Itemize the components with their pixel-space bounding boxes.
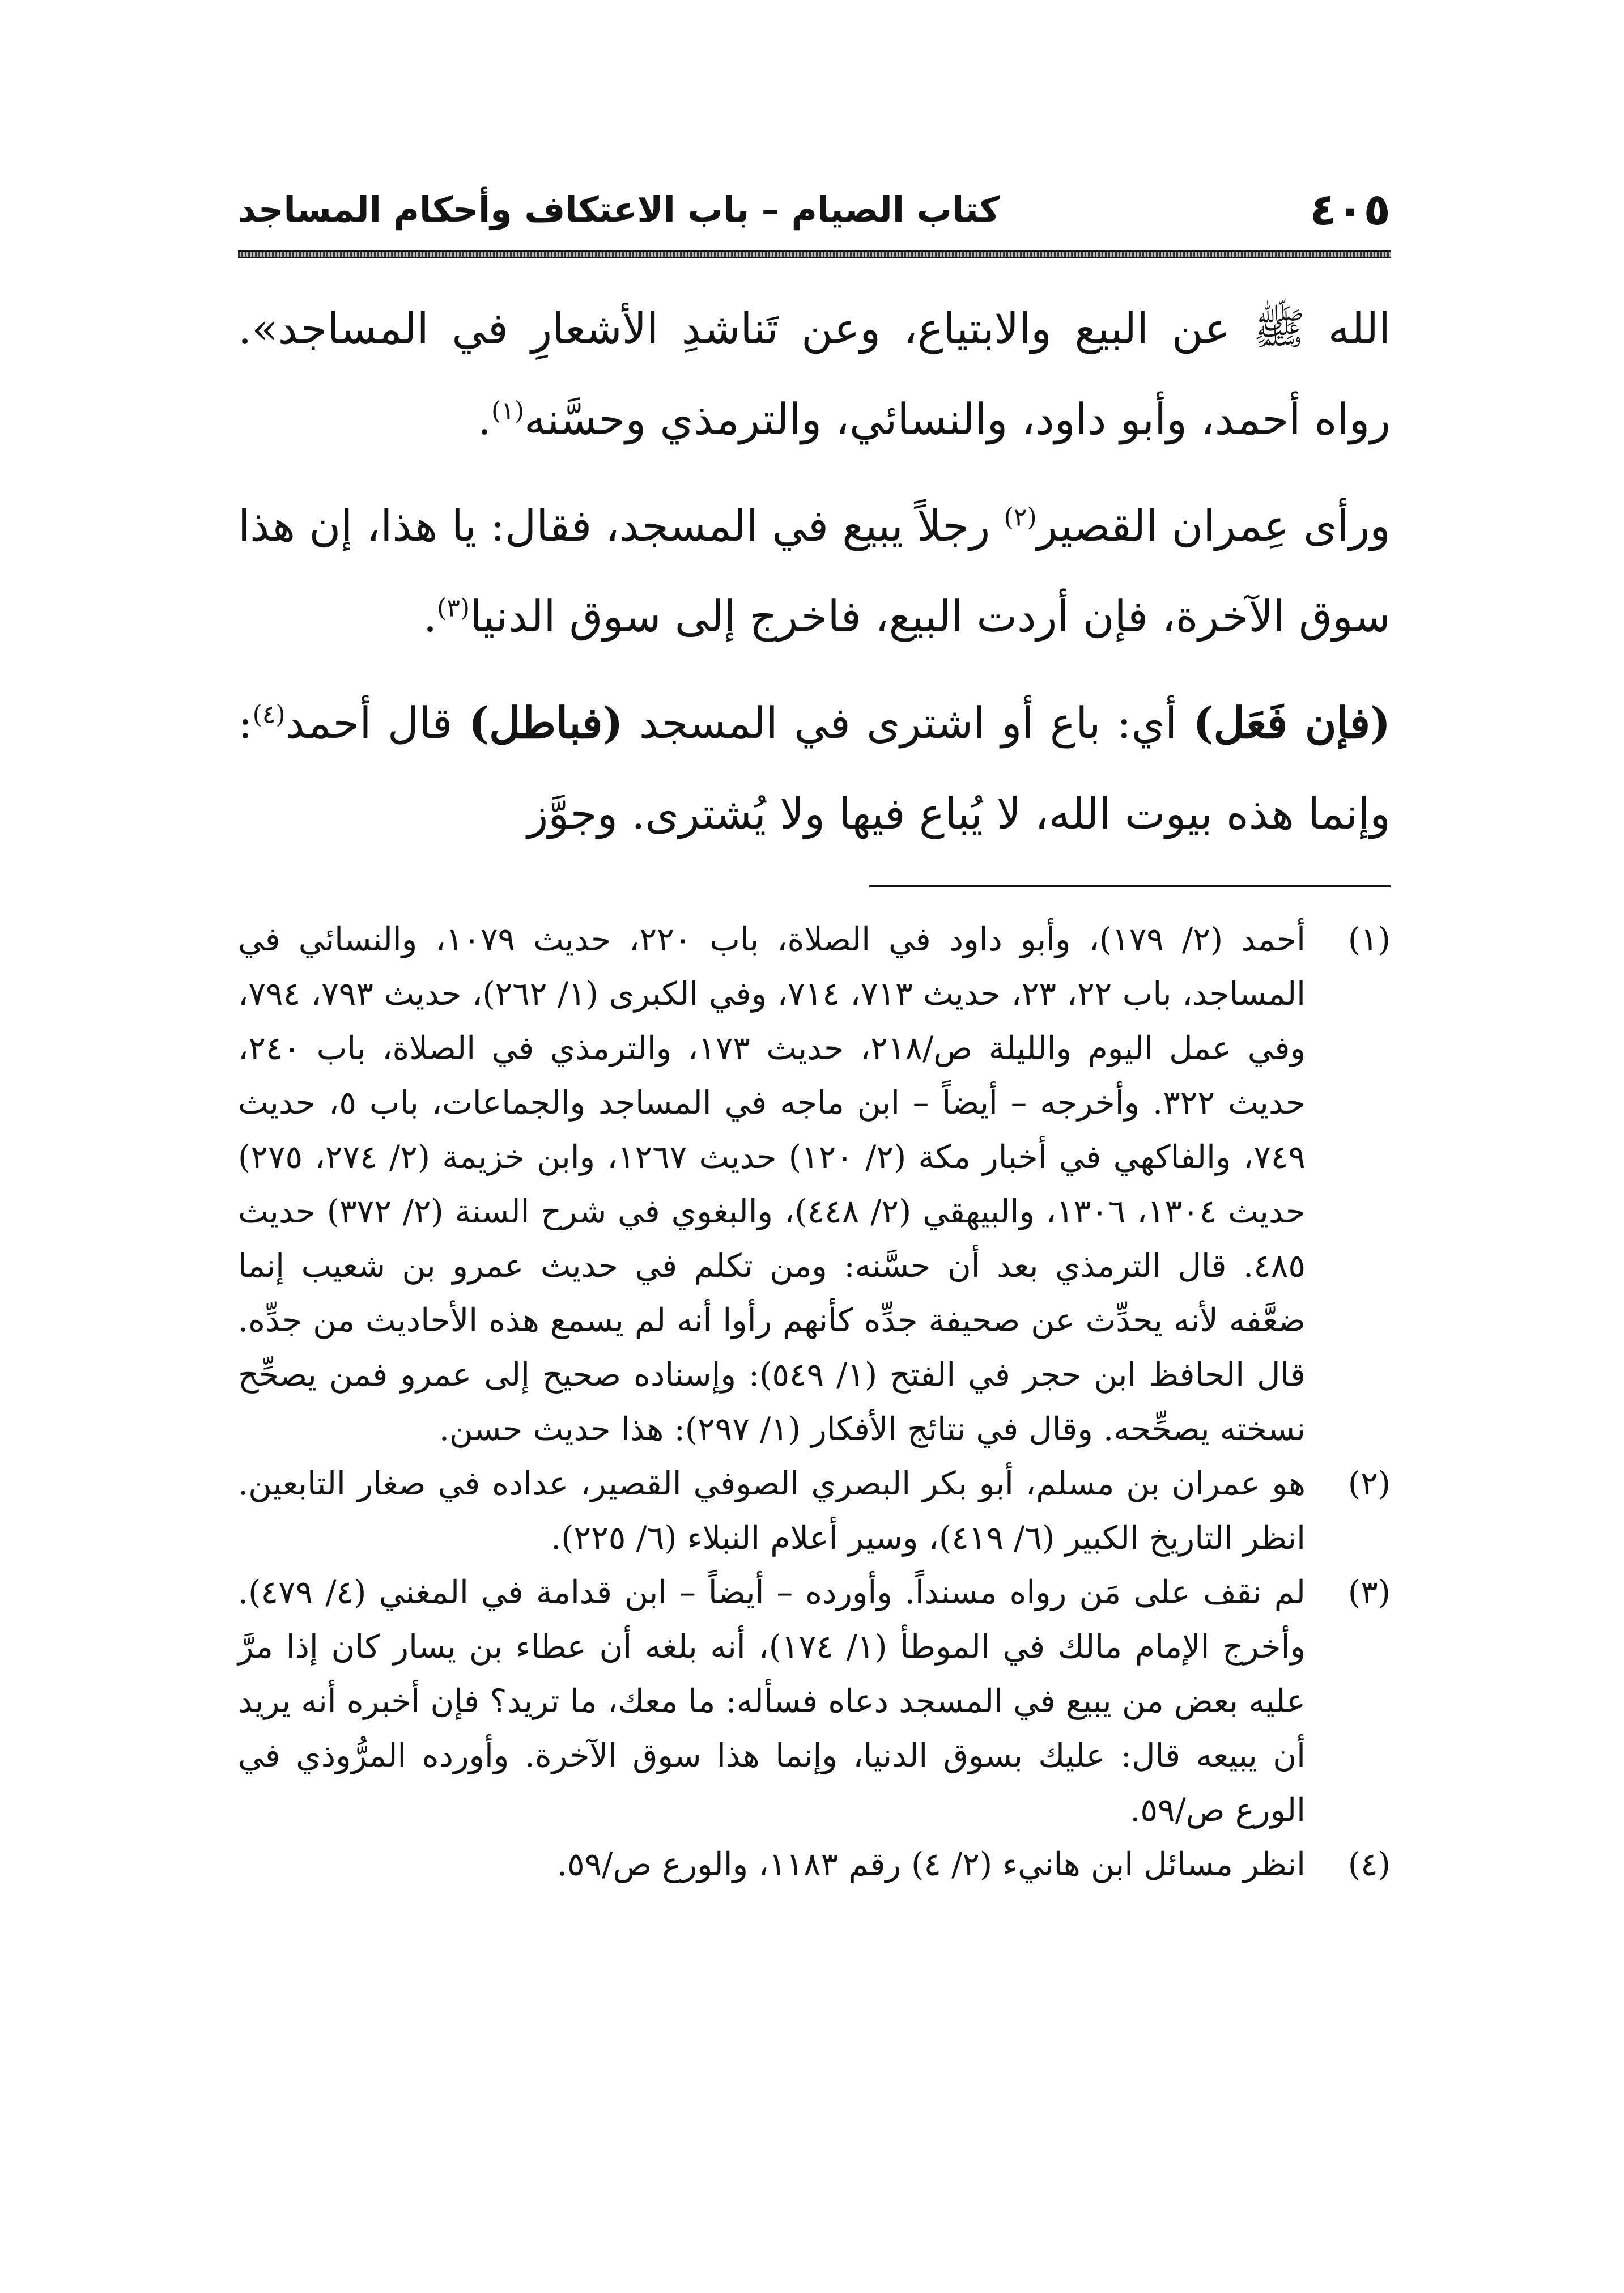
footnote-item bbox=[238, 1565, 1391, 1837]
matn-phrase-2: (فباطل) bbox=[469, 698, 623, 748]
paragraph-1-text: الله ﷺ عن البيع والابتياع، وعن تَناشدِ الأشعارِ في المساجد». رواه أحمد، وأبو داود، والنسائي، والترمذي وحسَّنه bbox=[238, 303, 1391, 444]
footnote-item bbox=[238, 912, 1391, 1457]
paragraph-1 bbox=[238, 283, 1391, 465]
paragraph-3-text-b: قال أحمد bbox=[285, 698, 469, 748]
paragraph-1-end: . bbox=[477, 394, 492, 444]
main-text bbox=[238, 283, 1391, 875]
footnote-item bbox=[238, 1837, 1391, 1892]
footnote-number: (١) bbox=[1347, 921, 1391, 958]
footnote-text: أحمد (٢/ ١٧٩)، وأبو داود في الصلاة، باب ٢٢٠، حديث ١٠٧٩، والنسائي في المساجد، باب ٢٢، ٢٣، حديث ٧١٣، ٧١٤، وفي الكبرى (١/ ٢٦٢)، حديث ٧٩٣، ٧٩٤، وفي عمل اليوم والليلة ص/٢١٨، حديث ١٧٣، والترمذي في الصلاة، باب ٢٤٠، حديث ٣٢٢. وأخرجه – أيضاً – ابن ماجه في المساجد والجماعات، باب ٥، حديث ٧٤٩، والفاكهي في أخبار مكة (٢/ ١٢٠) حديث ١٢٦٧، وابن خزيمة (٢/ ٢٧٤، ٢٧٥) حديث ١٣٠٤، ١٣٠٦، والبيهقي (٢/ ٤٤٨)، والبغوي في شرح السنة (٢/ ٣٧٢) حديث ٤٨٥. قال الترمذي بعد أن حسَّنه: ومن تكلم في حديث عمرو بن شعيب إنما ضعَّفه لأنه يحدِّث عن صحيفة جدِّه كأنهم رأوا أنه لم يسمع هذه الأحاديث من جدِّه. قال الحافظ ابن حجر في الفتح (١/ ٥٤٩): وإسناده صحيح إلى عمرو فمن يصحِّح نسخته يصحِّحه. وقال في نتائج الأفكار (١/ ٢٩٧): هذا حديث حسن. bbox=[238, 921, 1306, 1448]
paragraph-2-end: . bbox=[423, 591, 437, 642]
footnotes-list bbox=[238, 912, 1391, 1892]
footnote-ref-1: (١) bbox=[491, 396, 525, 426]
footnote-number: (٤) bbox=[1347, 1846, 1391, 1883]
footnote-text: هو عمران بن مسلم، أبو بكر البصري الصوفي القصير، عداده في صغار التابعين. انظر التاريخ الكبير (٦/ ٤١٩)، وسير أعلام النبلاء (٦/ ٢٢٥). bbox=[238, 1465, 1306, 1557]
footnote-ref-2: (٢) bbox=[1004, 503, 1037, 532]
footnote-separator bbox=[869, 885, 1391, 887]
footnote-ref-3: (٣) bbox=[437, 593, 470, 623]
footnote-ref-4: (٤) bbox=[252, 700, 286, 729]
footnote-number: (٢) bbox=[1347, 1465, 1391, 1502]
footnote-number: (٣) bbox=[1347, 1574, 1391, 1611]
paragraph-3 bbox=[238, 678, 1391, 859]
paragraph-2-text-b: رجلاً يبيع في المسجد، فقال: يا هذا، إن هذا سوق الآخرة، فإن أردت البيع، فاخرج إلى سوق الدنيا bbox=[238, 500, 1391, 642]
page-number: ٤٠٥ bbox=[1310, 184, 1391, 235]
paragraph-3-text-c: : وإنما هذه بيوت الله، لا يُباع فيها ولا يُشترى. وجوَّز bbox=[238, 698, 1391, 839]
footnote-item bbox=[238, 1457, 1391, 1565]
paragraph-3-text-a: أي: باع أو اشترى في المسجد bbox=[623, 698, 1193, 748]
matn-phrase-1: (فإن فَعَل) bbox=[1193, 698, 1391, 748]
paragraph-2 bbox=[238, 481, 1391, 662]
paragraph-2-text-a: ورأى عِمران القصير bbox=[1036, 500, 1391, 551]
page-header bbox=[238, 181, 1391, 238]
header-divider bbox=[238, 250, 1391, 258]
footnote-text: انظر مسائل ابن هانيء (٢/ ٤) رقم ١١٨٣، والورع ص/٥٩. bbox=[556, 1846, 1306, 1883]
running-title: كتاب الصيام – باب الاعتكاف وأحكام المساجد bbox=[238, 189, 1000, 230]
footnote-text: لم نقف على مَن رواه مسنداً. وأورده – أيضاً – ابن قدامة في المغني (٤/ ٤٧٩). وأخرج الإمام مالك في الموطأ (١/ ١٧٤)، أنه بلغه أن عطاء بن يسار كان إذا مرَّ عليه بعض من يبيع في المسجد دعاه فسأله: ما معك، ما تريد؟ فإن أخبره أنه يريد أن يبيعه قال: عليك بسوق الدنيا، وإنما هذا سوق الآخرة. وأورده المرُّوذي في الورع ص/٥٩. bbox=[238, 1574, 1306, 1829]
